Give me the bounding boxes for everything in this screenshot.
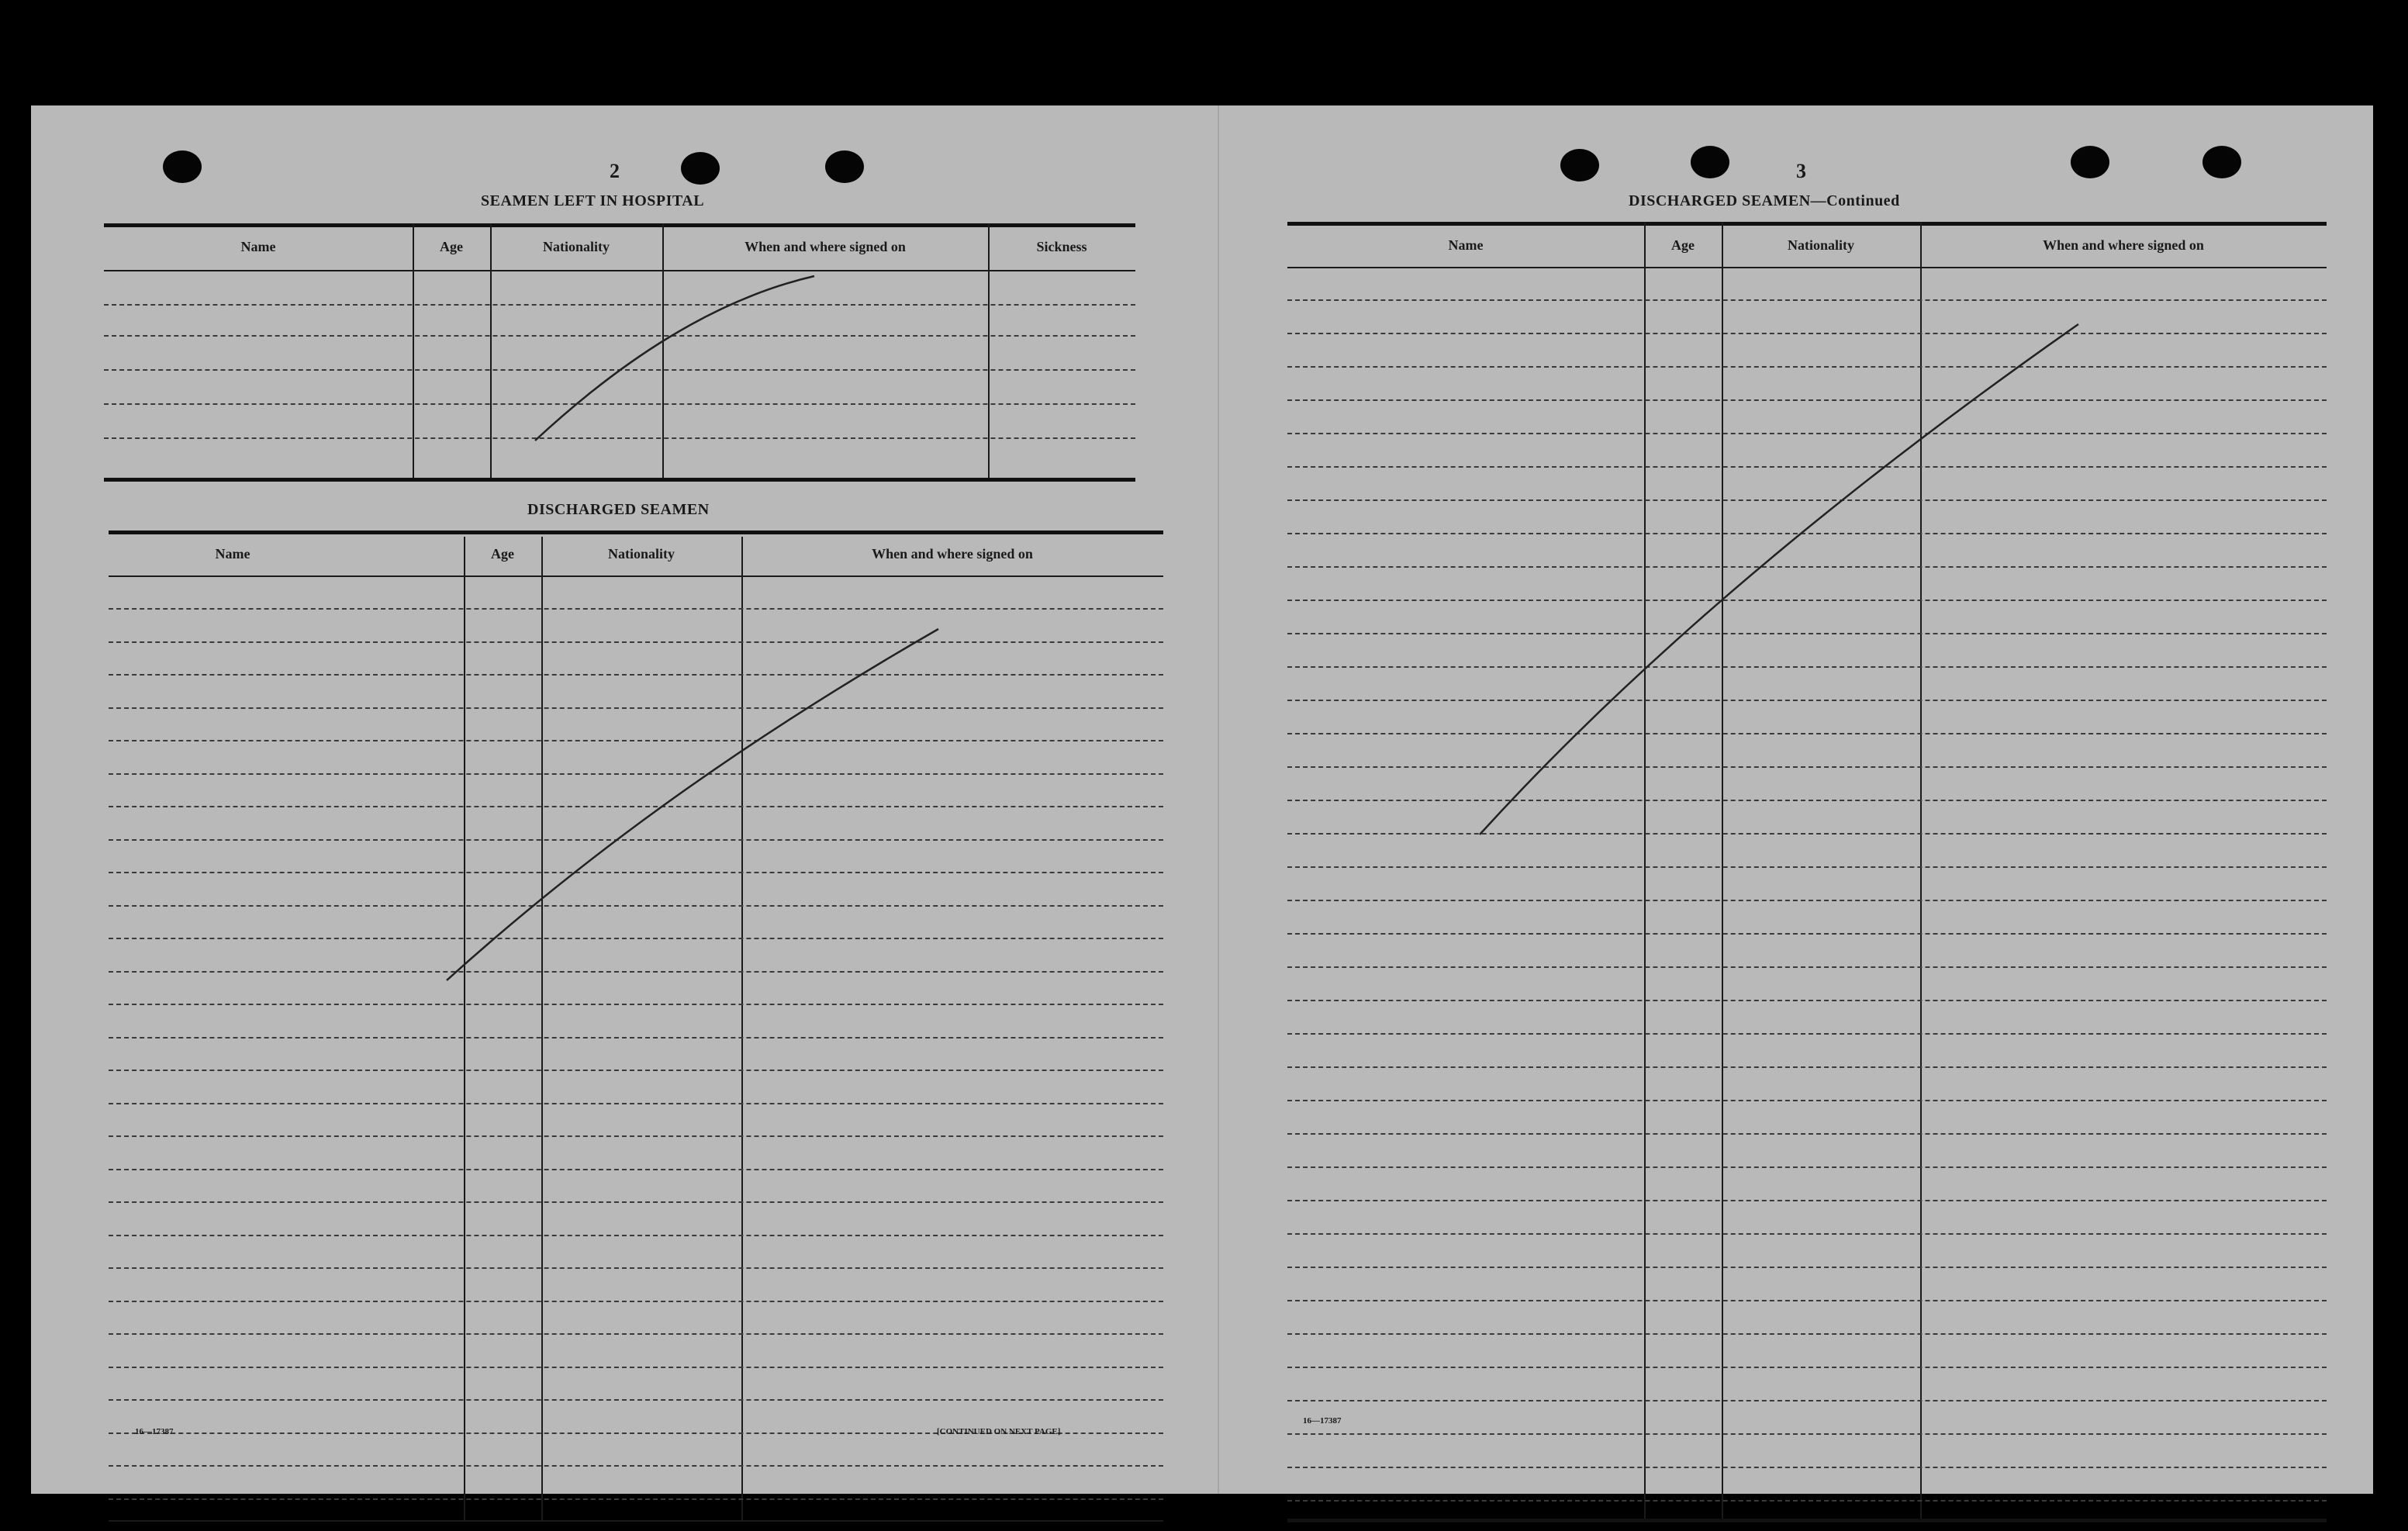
- column-header-nationality: Nationality: [607, 546, 675, 562]
- continued-note: [CONTINUED ON NEXT PAGE]: [937, 1427, 1061, 1436]
- column-header-signed-on: When and where signed on: [745, 239, 906, 254]
- column-header-name: Name: [215, 546, 250, 562]
- hospital-section-title: SEAMEN LEFT IN HOSPITAL: [481, 192, 705, 209]
- column-header-nationality: Nationality: [542, 239, 610, 254]
- column-header-age: Age: [440, 239, 463, 254]
- discharged-cancel-stroke-right: [1480, 324, 2078, 835]
- table-row: [1287, 1500, 2327, 1502]
- table-row: [109, 1498, 1163, 1500]
- cancellation-strokes: [31, 105, 2373, 1494]
- form-code: 16—17387: [135, 1427, 174, 1436]
- form-code: 16—17387: [1303, 1416, 1342, 1426]
- page-number: 2: [610, 160, 620, 182]
- column-header-name: Name: [240, 239, 276, 254]
- table-bottom-rule: [109, 1520, 1163, 1522]
- table-bottom-rule: [1287, 1519, 2327, 1522]
- document-spread: [31, 105, 2373, 1494]
- column-header-signed-on: When and where signed on: [872, 546, 1033, 562]
- page-number: 3: [1796, 160, 1806, 182]
- hospital-cancel-stroke: [535, 276, 814, 441]
- column-header-nationality: Nationality: [1787, 237, 1854, 253]
- discharged-section-title: DISCHARGED SEAMEN: [527, 501, 710, 518]
- column-header-name: Name: [1448, 237, 1484, 253]
- title-bold: DISCHARGED SEAMEN: [1629, 192, 1811, 209]
- title-suffix: —Continued: [1810, 192, 1900, 209]
- column-header-age: Age: [491, 546, 514, 562]
- column-header-age: Age: [1671, 237, 1695, 253]
- column-header-sickness: Sickness: [1036, 239, 1087, 254]
- discharged-cancel-stroke-left: [447, 629, 938, 980]
- column-header-signed-on: When and where signed on: [2043, 237, 2204, 253]
